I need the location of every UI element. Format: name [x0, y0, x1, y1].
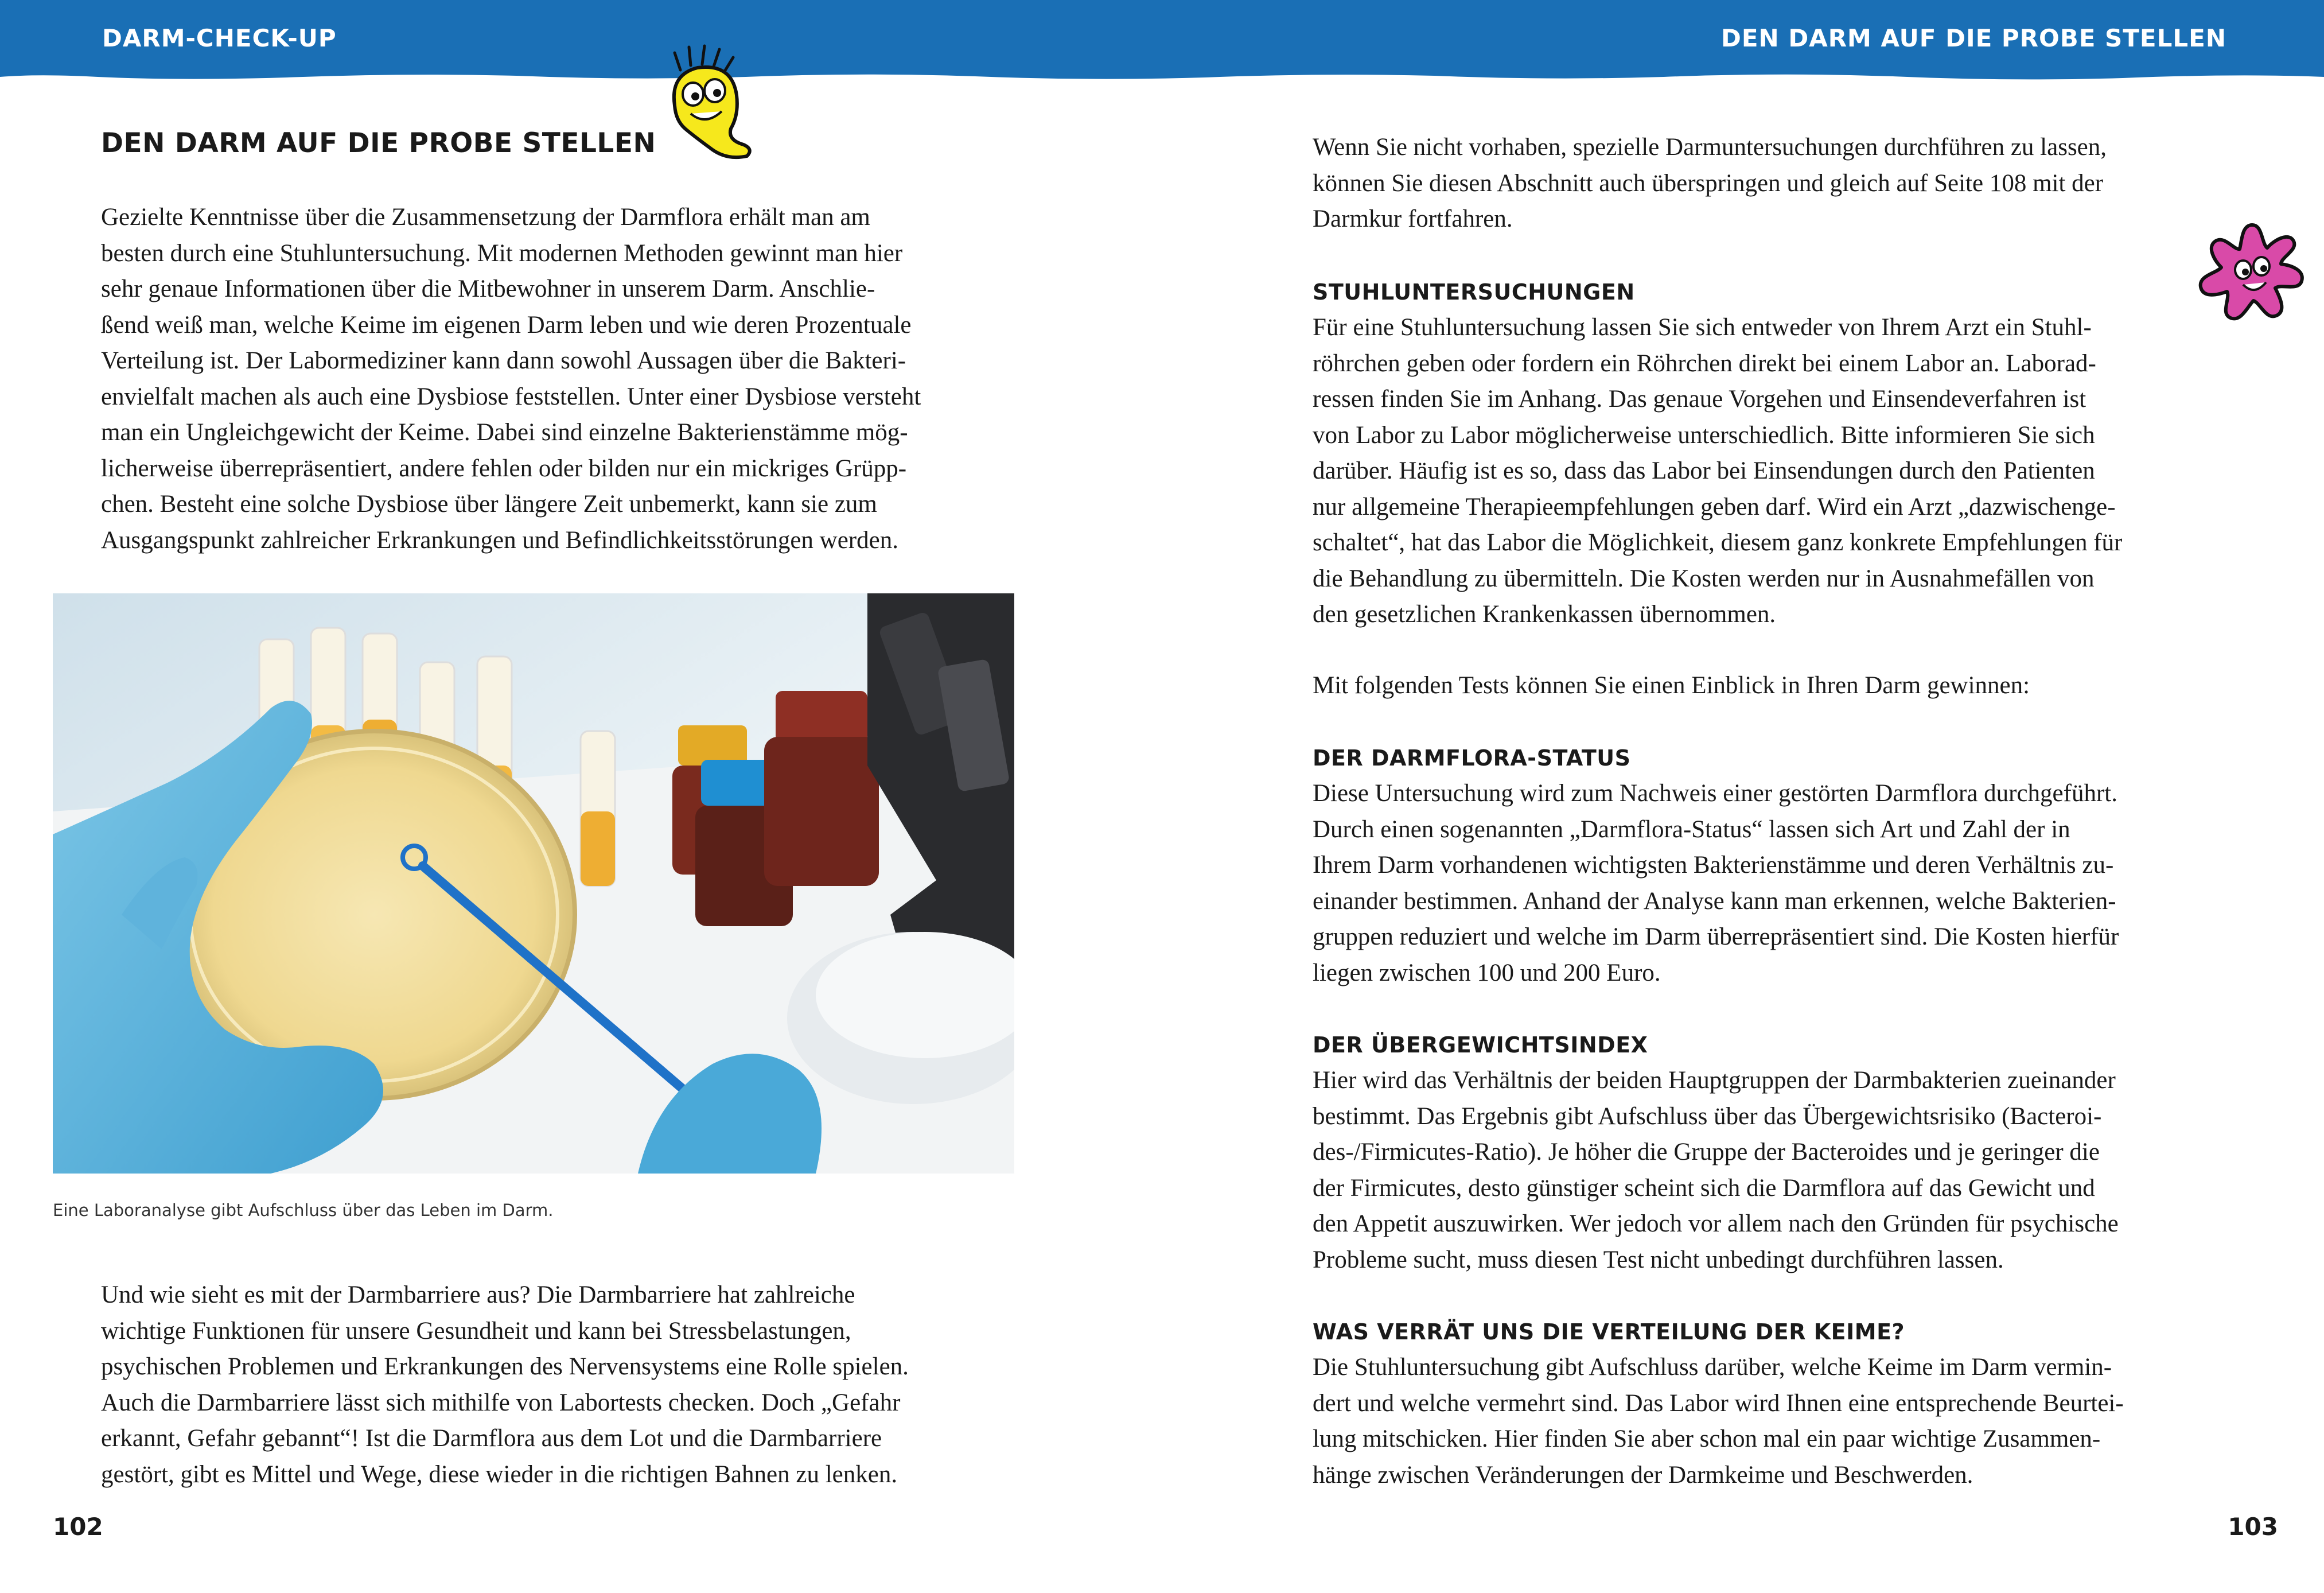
text-line: können Sie diesen Abschnitt auch überspringen und gleich auf Seite 108 mit der: [1313, 169, 2104, 197]
text-line: den gesetzlichen Krankenkassen übernommen.: [1313, 601, 1776, 628]
text-line: dert und welche vermehrt sind. Das Labor wird Ihnen eine entsprechende Beurtei-: [1313, 1389, 2124, 1417]
text-line: Mit folgenden Tests können Sie einen Einblick in Ihren Darm gewinnen:: [1313, 672, 2030, 699]
section-darmflora-status: [1313, 740, 2230, 991]
text-line: die Behandlung zu übermitteln. Die Kosten werden nur in Ausnahmefällen von: [1313, 565, 2095, 592]
text-line: licherweise überrepräsentiert, andere fehlen oder bilden nur ein mickriges Grüpp-: [101, 454, 907, 482]
text-line: nur allgemeine Therapieempfehlungen geben darf. Wird ein Arzt „dazwischenge-: [1313, 493, 2116, 520]
text-line: Verteilung ist. Der Labormediziner kann dann sowohl Aussagen über die Bakteri-: [101, 347, 906, 374]
section-heading: STUHLUNTERSUCHUNGEN: [1313, 279, 1635, 305]
text-line: Die Stuhluntersuchung gibt Aufschluss darüber, welche Keime im Darm vermin-: [1313, 1354, 2112, 1381]
section-heading: DER ÜBERGEWICHTSINDEX: [1313, 1032, 1648, 1058]
lab-petri-dish-photo: [53, 593, 1014, 1174]
text-line: wichtige Funktionen für unsere Gesundheit und kann bei Stressbelastungen,: [101, 1317, 851, 1345]
text-line: ressen finden Sie im Anhang. Das genaue Vorgehen und Einsendeverfahren ist: [1313, 386, 2086, 413]
text-line: gestört, gibt es Mittel und Wege, diese wieder in die richtigen Bahnen zu lenken.: [101, 1460, 898, 1488]
text-line: Auch die Darmbarriere lässt sich mithilfe von Labortests checken. Doch „Gefahr: [101, 1389, 901, 1416]
text-line: den Appetit auszuwirken. Wer jedoch vor allem nach den Gründen für psychische: [1313, 1210, 2119, 1237]
text-line: Und wie sieht es mit der Darmbarriere aus? Die Darmbarriere hat zahlreiche: [101, 1281, 855, 1308]
text-line: einander bestimmen. Anhand der Analyse kann man erkennen, welche Bakterien-: [1313, 887, 2116, 915]
text-line: Diese Untersuchung wird zum Nachweis einer gestörten Darmflora durchgeführt.: [1313, 780, 2117, 807]
text-line: liegen zwischen 100 und 200 Euro.: [1313, 959, 1661, 986]
text-line: Darmkur fortfahren.: [1313, 205, 1513, 232]
section-uebergewichtsindex: [1313, 1027, 2230, 1278]
text-line: sehr genaue Informationen über die Mitbewohner in unserem Darm. Anschlie-: [101, 275, 875, 302]
text-line: Wenn Sie nicht vorhaben, spezielle Darmuntersuchungen durchführen zu lassen,: [1313, 134, 2107, 161]
text-line: Gezielte Kenntnisse über die Zusammensetzung der Darmflora erhält man am: [101, 204, 870, 231]
running-head-left: DARM-CHECK-UP: [102, 24, 337, 52]
left-page-heading-block: [101, 127, 1019, 159]
text-line: erkannt, Gefahr gebannt“! Ist die Darmflora aus dem Lot und die Darmbarriere: [101, 1425, 882, 1452]
text-line: Ihrem Darm vorhandenen wichtigsten Bakterienstämme und deren Verhältnis zu-: [1313, 852, 2114, 879]
text-line: bestimmt. Das Ergebnis gibt Aufschluss über das Übergewichtsrisiko (Bacteroi-: [1313, 1102, 2102, 1130]
text-line: hänge zwischen Veränderungen der Darmkeime und Beschwerden.: [1313, 1461, 1973, 1489]
left-barrier-paragraph: [101, 1277, 1019, 1493]
tests-intro: [1313, 668, 2230, 704]
section-verteilung-der-keime: [1313, 1314, 2230, 1493]
text-line: von Labor zu Labor möglicherweise unterschiedlich. Bitte informieren Sie sich: [1313, 421, 2095, 449]
text-line: man ein Ungleichgewicht der Keime. Dabei sind einzelne Bakterienstämme mög-: [101, 419, 908, 446]
text-line: darüber. Häufig ist es so, dass das Labor bei Einsendungen durch den Patienten: [1313, 457, 2095, 484]
text-line: envielfalt machen als auch eine Dysbiose feststellen. Unter einer Dysbiose versteht: [101, 383, 921, 410]
text-line: des-/Firmicutes-Ratio). Je höher die Gruppe der Bacteroides und je geringer die: [1313, 1139, 2100, 1165]
text-line: gruppen reduziert und welche im Darm überrepräsentiert sind. Die Kosten hierfür: [1313, 923, 2119, 950]
text-line: ßend weiß man, welche Keime im eigenen Darm leben und wie deren Prozentuale: [101, 311, 912, 339]
section-stuhluntersuchungen: [1313, 274, 2230, 633]
running-head-right: DEN DARM AUF DIE PROBE STELLEN: [1721, 24, 2226, 52]
text-line: psychischen Problemen und Erkrankungen des Nervensystems eine Rolle spielen.: [101, 1353, 909, 1380]
left-intro-paragraph: [101, 200, 1019, 558]
page-number-left: 102: [53, 1513, 103, 1541]
text-line: röhrchen geben oder fordern ein Röhrchen direkt bei einem Labor an. Laborad-: [1313, 349, 2096, 377]
text-line: Ausgangspunkt zahlreicher Erkrankungen und Befindlichkeitsstörungen werden.: [101, 526, 898, 554]
section-heading: DER DARMFLORA-STATUS: [1313, 745, 1631, 771]
text-line: Durch einen sogenannten „Darmflora-Status“ lassen sich Art und Zahl der in: [1313, 815, 2070, 843]
text-line: chen. Besteht eine solche Dysbiose über längere Zeit unbemerkt, kann sie zum: [101, 491, 877, 518]
text-line: Hier wird das Verhältnis der beiden Hauptgruppen der Darmbakterien zueinander: [1313, 1067, 2116, 1094]
left-page-title: DEN DARM AUF DIE PROBE STELLEN: [101, 127, 656, 159]
text-line: schaltet“, hat das Labor die Möglichkeit, diesem ganz konkrete Empfehlungen für: [1313, 529, 2123, 556]
text-line: der Firmicutes, desto günstiger scheint sich die Darmflora auf das Gewicht und: [1313, 1174, 2095, 1202]
right-intro-paragraph: [1313, 130, 2230, 238]
text-line: Probleme sucht, muss diesen Test nicht unbedingt durchführen lassen.: [1313, 1246, 2004, 1273]
text-line: Für eine Stuhluntersuchung lassen Sie sich entweder von Ihrem Arzt ein Stuhl-: [1313, 314, 2092, 341]
text-line: besten durch eine Stuhluntersuchung. Mit modernen Methoden gewinnt man hier: [101, 239, 903, 267]
photo-caption: Eine Laboranalyse gibt Aufschluss über das Leben im Darm.: [53, 1200, 554, 1220]
section-heading: WAS VERRÄT UNS DIE VERTEILUNG DER KEIME?: [1313, 1319, 1905, 1345]
text-line: lung mitschicken. Hier finden Sie aber schon mal ein paar wichtige Zusammen-: [1313, 1425, 2101, 1452]
page-number-right: 103: [2228, 1513, 2278, 1541]
